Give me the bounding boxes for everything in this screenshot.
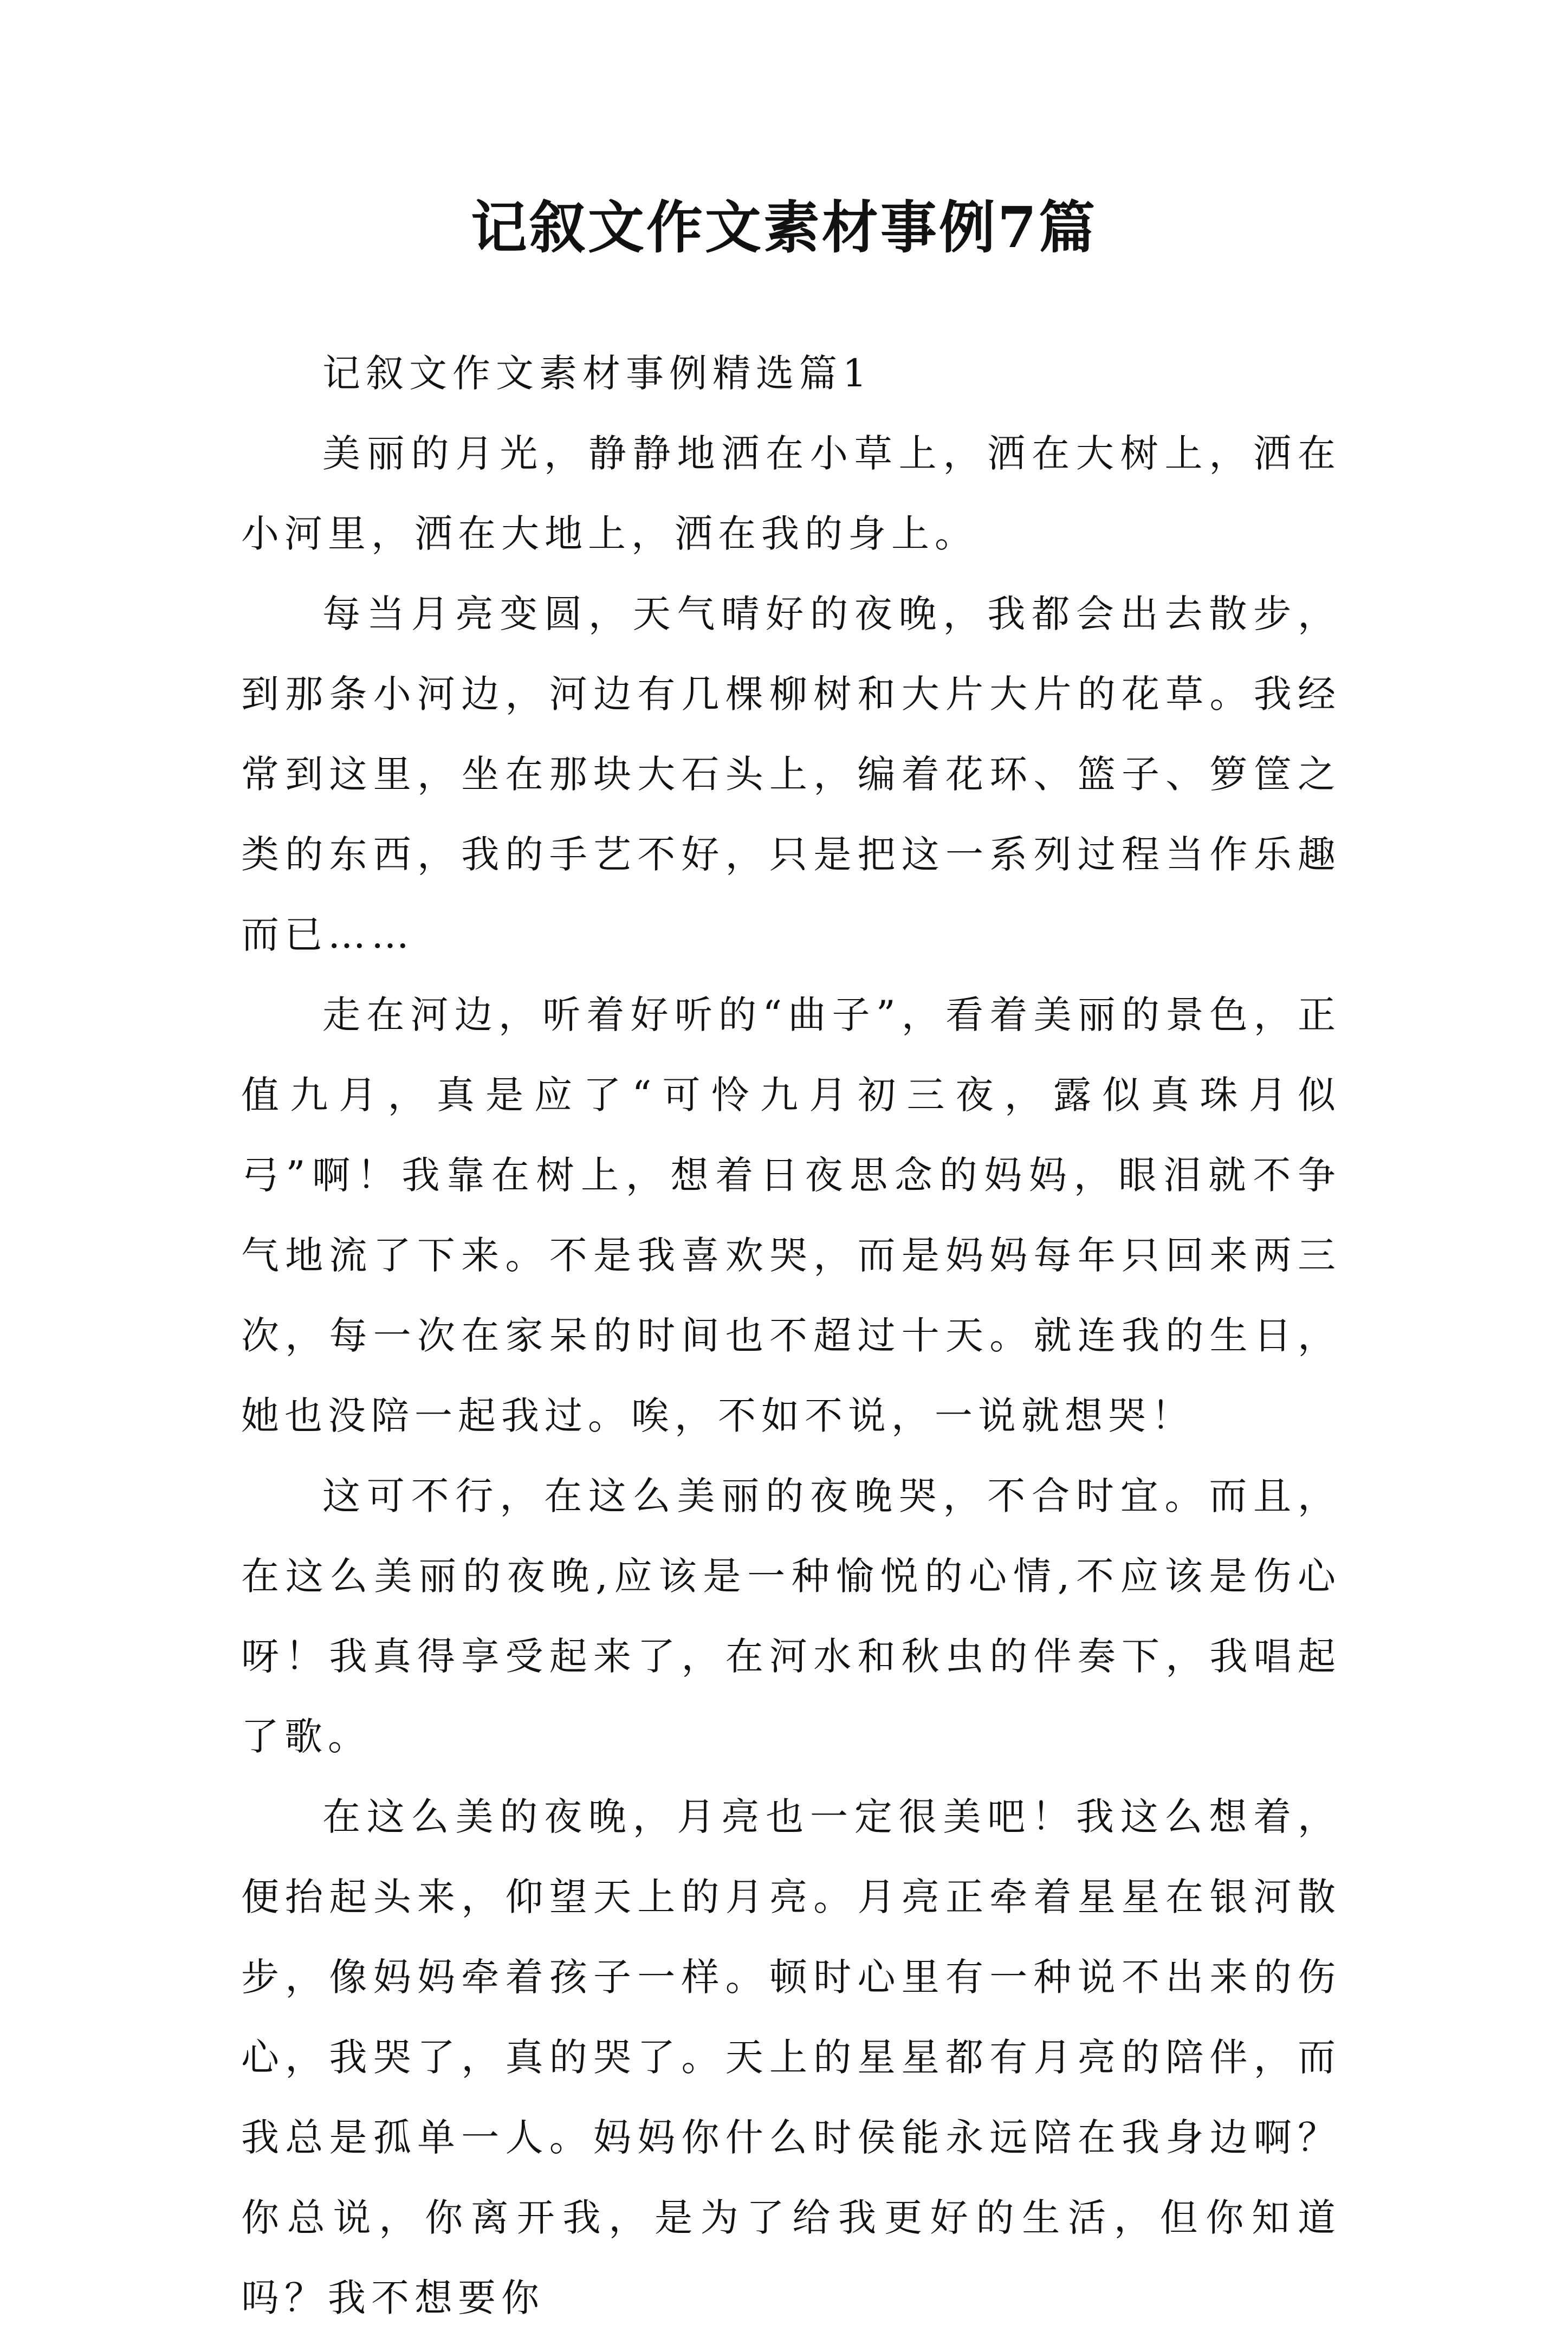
paragraph: 美丽的月光，静静地洒在小草上，洒在大树上，洒在小河里，洒在大地上，洒在我的身上。 [241,431,1341,556]
paragraph: 在这么美的夜晚，月亮也一定很美吧！我这么想着，便抬起头来，仰望天上的月亮。月亮正牵着星星在银河散步，像妈妈牵着孩子一样。顿时心里有一种说不出来的伤心，我哭了，真的哭了。天上的星星都有月亮的陪伴，而我总是孤单一人。妈妈你什么时侯能永远陪在我身边啊？你总说，你离开我，是为了给我更好的生活，但你知道吗？我不想要你 [241,1795,1341,2320]
paragraph: 走在河边，听着好听的“曲子”，看着美丽的景色，正值九月，真是应了“可怜九月初三夜，露似真珠月似弓”啊！我靠在树上，想着日夜思念的妈妈，眼泪就不争气地流了下来。不是我喜欢哭，而是妈妈每年只回来两三次，每一次在家呆的时间也不超过十天。就连我的生日，她也没陪一起我过。唉，不如不说，一说就想哭！ [241,993,1341,1438]
paragraph: 这可不行，在这么美丽的夜晚哭，不合时宜。而且，在这么美丽的夜晚,应该是一种愉悦的心情,不应该是伤心呀！我真得享受起来了，在河水和秋虫的伴奏下，我唱起了歌。 [241,1474,1341,1759]
document-body [241,333,1341,2338]
document-title: 记叙文作文素材事例7篇 [470,194,1098,261]
paragraph: 每当月亮变圆，天气晴好的夜晚，我都会出去散步，到那条小河边，河边有几棵柳树和大片大片的花草。我经常到这里，坐在那块大石头上，编着花环、篮子、箩筐之类的东西，我的手艺不好，只是把这一系列过程当作乐趣而已…… [241,592,1341,957]
section-heading: 记叙文作文素材事例精选篇1 [322,351,872,396]
